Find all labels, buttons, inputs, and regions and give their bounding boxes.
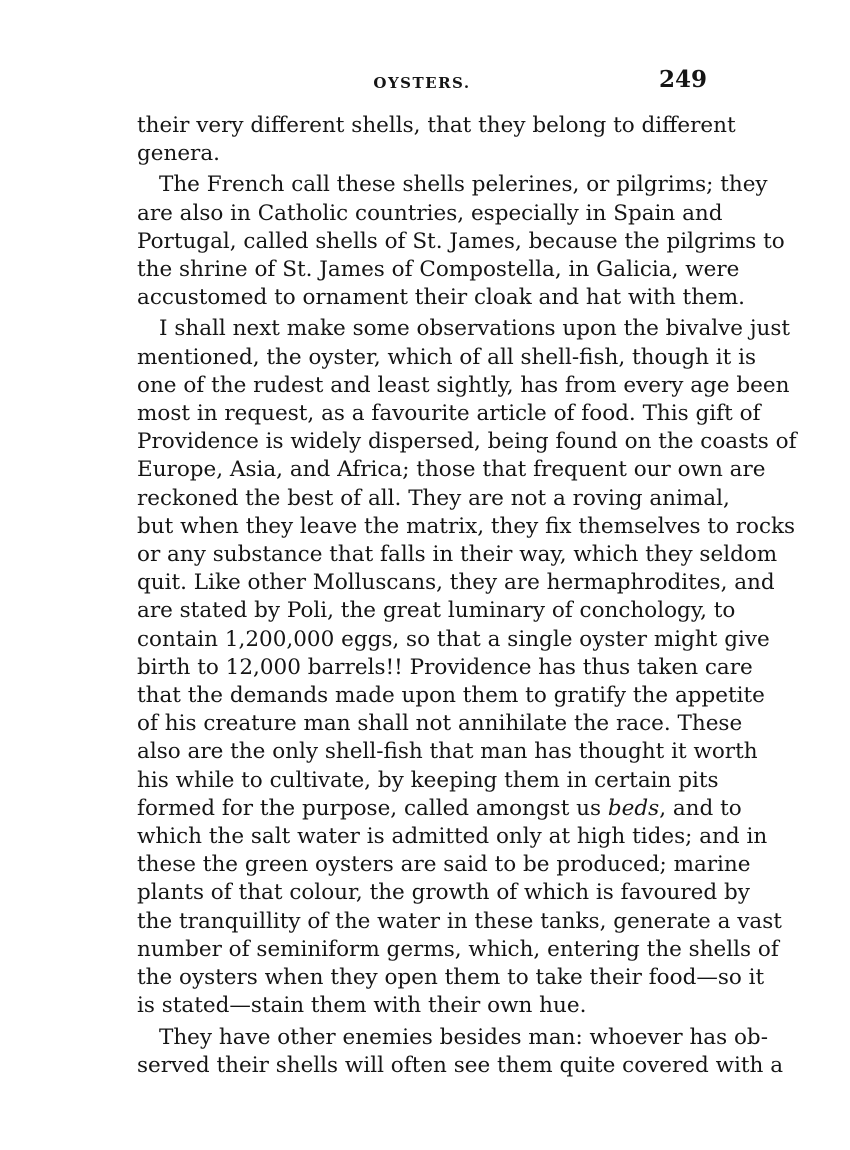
text-line: the oysters when they open them to take their food—so it <box>137 965 765 991</box>
text-line: these the green oysters are said to be produced; marine <box>137 852 751 878</box>
text-line: or any substance that falls in their way, which they seldom <box>137 542 778 568</box>
paragraph <box>137 1024 784 1080</box>
text-line: but when they leave the matrix, they fix themselves to rocks <box>137 513 796 539</box>
text-line: that the demands made upon them to gratify the appetite <box>137 683 765 709</box>
text-line: of his creature man shall not annihilate the race. These <box>137 711 743 737</box>
text-line: one of the rudest and least sightly, has from every age been <box>137 372 790 398</box>
text-line: served their shells will often see them quite covered with a <box>137 1052 784 1078</box>
text-line: Providence is widely dispersed, being found on the coasts of <box>137 429 797 455</box>
text-line: which the salt water is admitted only at high tides; and in <box>137 824 768 850</box>
text-line: reckoned the best of all. They are not a roving animal, <box>137 485 730 511</box>
paragraph <box>137 315 797 1020</box>
text-line: Europe, Asia, and Africa; those that frequent our own are <box>137 457 766 483</box>
running-title: OYSTERS. <box>373 74 471 92</box>
text-line: his while to cultivate, by keeping them in certain pits <box>137 767 719 793</box>
text-line: the shrine of St. James of Compostella, in Galicia, were <box>137 257 740 283</box>
text-line: mentioned, the oyster, which of all shell-fish, though it is <box>137 344 757 370</box>
paragraph <box>137 171 785 312</box>
text-line: number of seminiform germs, which, entering the shells of <box>137 936 779 962</box>
text-line: most in request, as a favourite article of food. This gift of <box>137 401 761 427</box>
text-line: formed for the purpose, called amongst us beds, and to <box>137 795 742 821</box>
text-line: plants of that colour, the growth of which is favoured by <box>137 880 750 906</box>
text-line: Portugal, called shells of St. James, because the pilgrims to <box>137 228 785 254</box>
text-line: genera. <box>137 141 220 167</box>
text-line: also are the only shell-fish that man has thought it worth <box>137 739 758 765</box>
body-text <box>137 112 797 1080</box>
running-head <box>137 66 707 98</box>
italic-term: beds <box>607 795 660 821</box>
paragraph <box>137 112 736 168</box>
page-number: 249 <box>658 66 707 93</box>
text-line: I shall next make some observations upon the bivalve just <box>159 316 791 342</box>
text-line: birth to 12,000 barrels!! Providence has thus taken care <box>137 654 753 680</box>
text-line: is stated—stain them with their own hue. <box>137 993 587 1019</box>
text-line: contain 1,200,000 eggs, so that a single oyster might give <box>137 626 770 652</box>
text-line: their very different shells, that they belong to different <box>137 113 736 138</box>
text-line: are also in Catholic countries, especially in Spain and <box>137 200 723 226</box>
text-line: are stated by Poli, the great luminary of conchology, to <box>137 598 736 624</box>
text-line: quit. Like other Molluscans, they are hermaphrodites, and <box>137 570 775 596</box>
text-line: The French call these shells pelerines, or pilgrims; they <box>159 172 768 198</box>
text-line: the tranquillity of the water in these tanks, generate a vast <box>137 908 782 934</box>
text-line: accustomed to ornament their cloak and hat with them. <box>137 285 745 311</box>
text-line: They have other enemies besides man: whoever has ob- <box>159 1024 768 1050</box>
